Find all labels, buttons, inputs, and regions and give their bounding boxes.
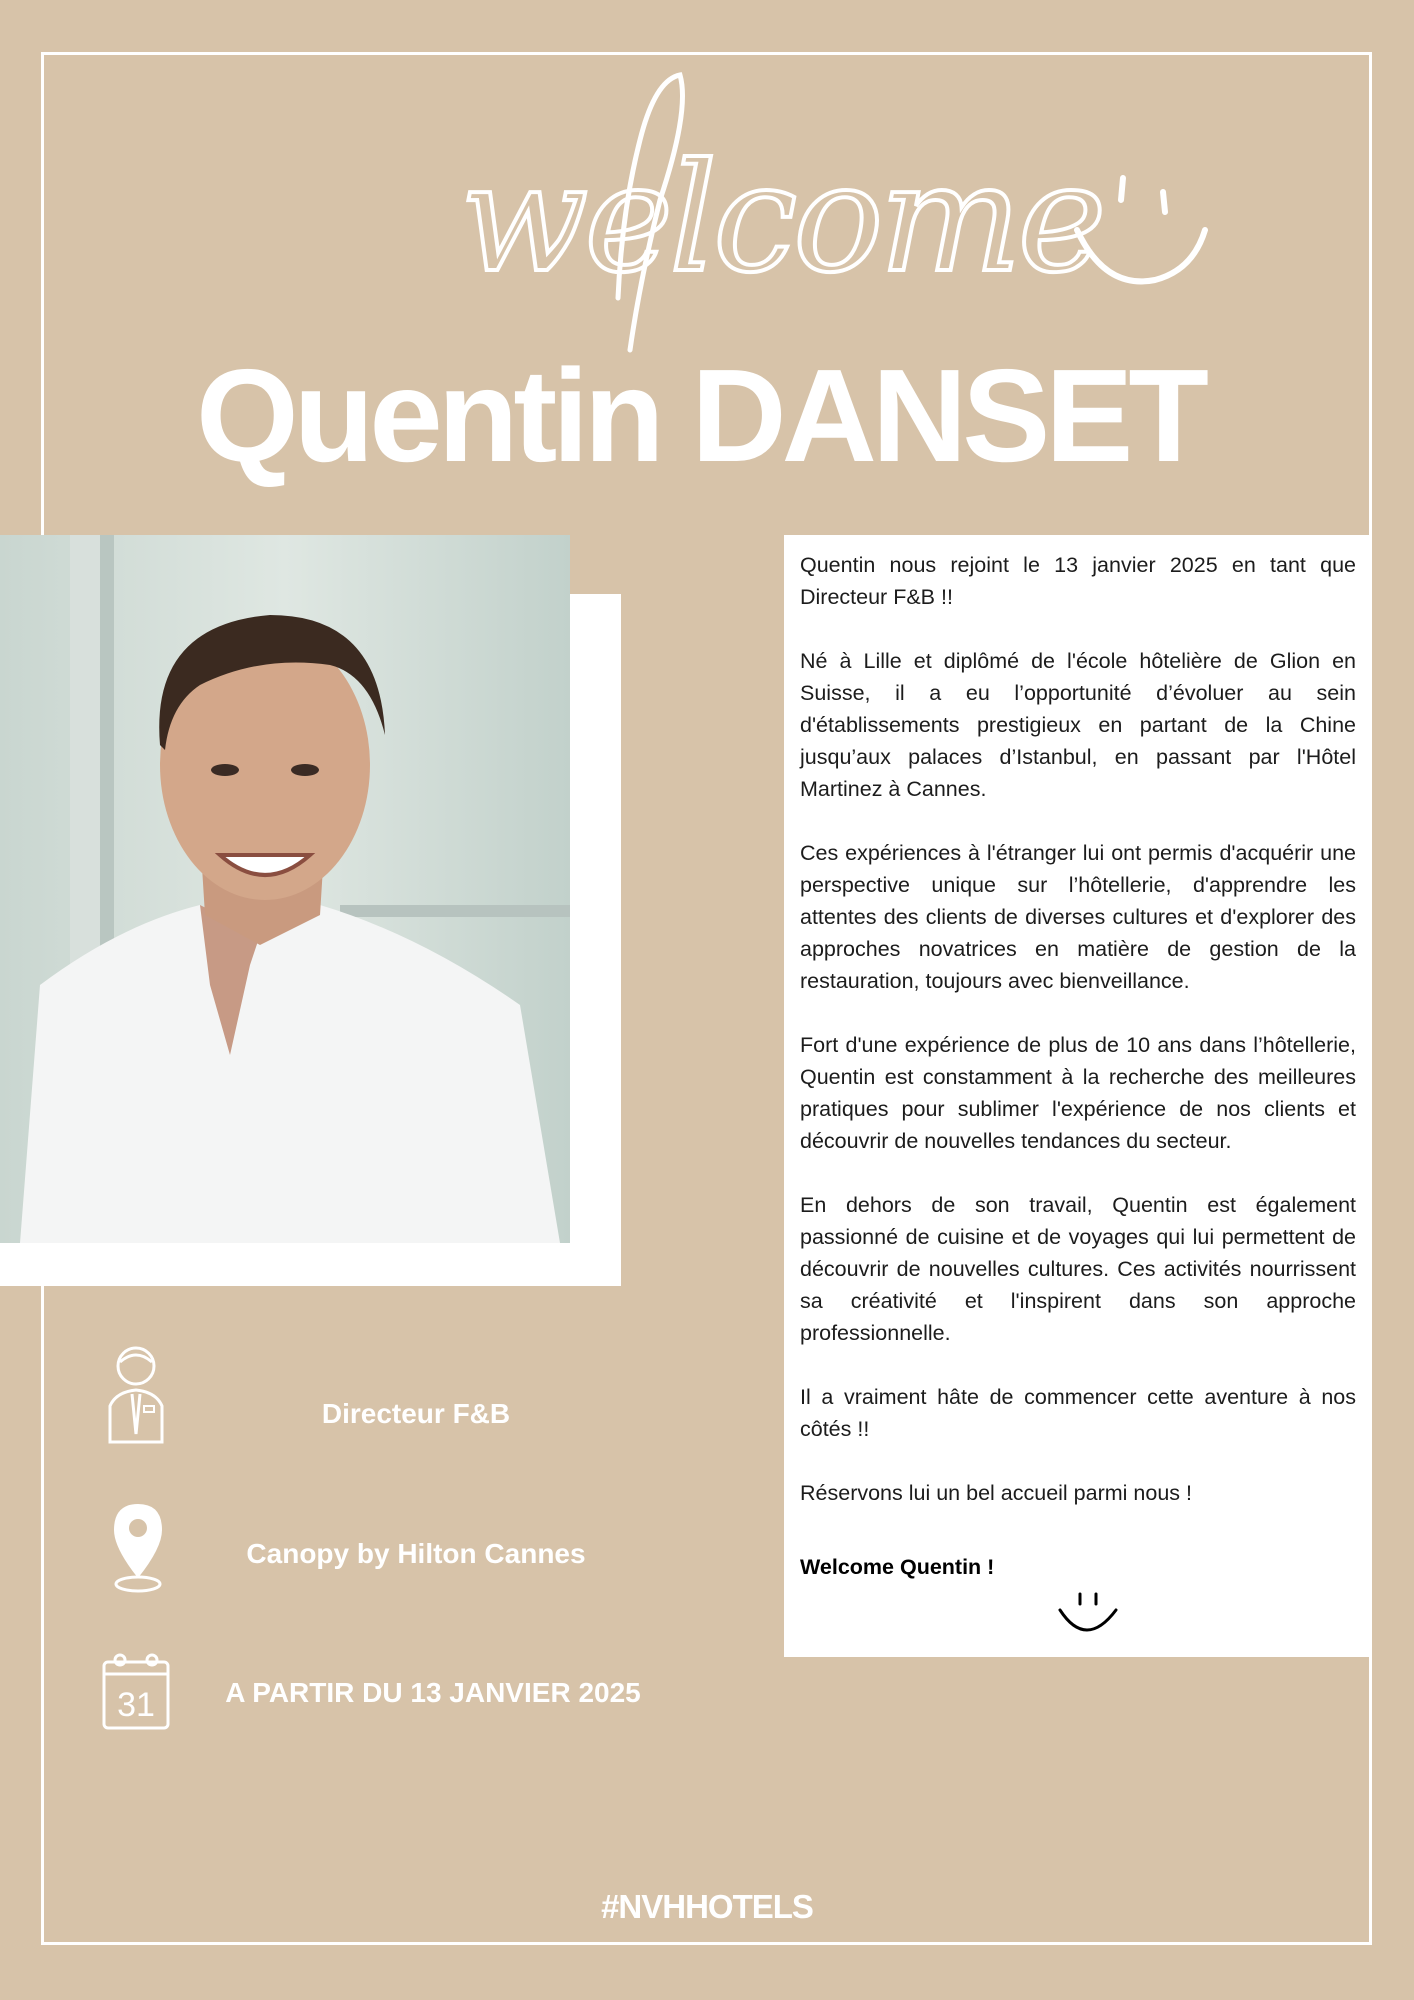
bio-paragraph: Ces expériences à l'étranger lui ont permis d'acquérir une perspective unique sur l’hôtellerie, d'apprendre les attentes des clients de diverses cultures et d'explorer des approches novatrices en matière de gestion de la restauration, toujours avec bienveillance. xyxy=(800,841,1356,993)
bio-paragraph: Quentin nous rejoint le 13 janvier 2025 en tant que Directeur F&B !! xyxy=(800,553,1356,609)
bio-paragraph: En dehors de son travail, Quentin est également passionné de cuisine et de voyages qui lui permettent de découvrir de nouvelles cultures. Ces activités nourrissent sa créativité et l'inspirent dans son approche professionnelle. xyxy=(800,1193,1356,1345)
role-label: Directeur F&B xyxy=(321,1398,511,1429)
bio-text-box xyxy=(784,535,1372,1657)
employee-photo xyxy=(0,535,570,1243)
svg-text:31: 31 xyxy=(117,1686,155,1724)
location-pin-icon xyxy=(110,1500,166,1594)
employee-icon xyxy=(104,1344,168,1444)
bio-paragraph: Il a vraiment hâte de commencer cette aventure à nos côtés !! xyxy=(800,1385,1356,1441)
bio-paragraph: Fort d'une expérience de plus de 10 ans dans l’hôtellerie, Quentin est constamment à la recherche des meilleures pratiques pour sublimer l'expérience de nos clients et découvrir de nouvelles tendances du secteur. xyxy=(800,1033,1356,1153)
footer-hashtag: #NVHHOTELS xyxy=(601,1888,813,1925)
smiley-face-icon xyxy=(1065,170,1215,290)
bio-paragraph: Réservons lui un bel accueil parmi nous ! xyxy=(800,1481,1192,1505)
employee-name: Quentin DANSET xyxy=(196,342,1204,489)
portrait-illustration xyxy=(0,535,570,1243)
start-date-label: A PARTIR DU 13 JANVIER 2025 xyxy=(225,1677,641,1708)
location-label: Canopy by Hilton Cannes xyxy=(246,1538,586,1569)
welcome-script-title xyxy=(440,60,1103,360)
svg-text:welcome: welcome xyxy=(460,132,1103,306)
signoff-text: Welcome Quentin ! xyxy=(800,1555,995,1579)
bio-paragraph: Né à Lille et diplômé de l'école hôtelière de Glion en Suisse, il a eu l’opportunité d’évoluer au sein d'établissements prestigieux en partant de la Chine jusqu’aux palaces d’Istanbul, en passant par l'Hôtel Martinez à Cannes. xyxy=(800,649,1356,801)
small-smiley-icon xyxy=(1056,1590,1120,1640)
